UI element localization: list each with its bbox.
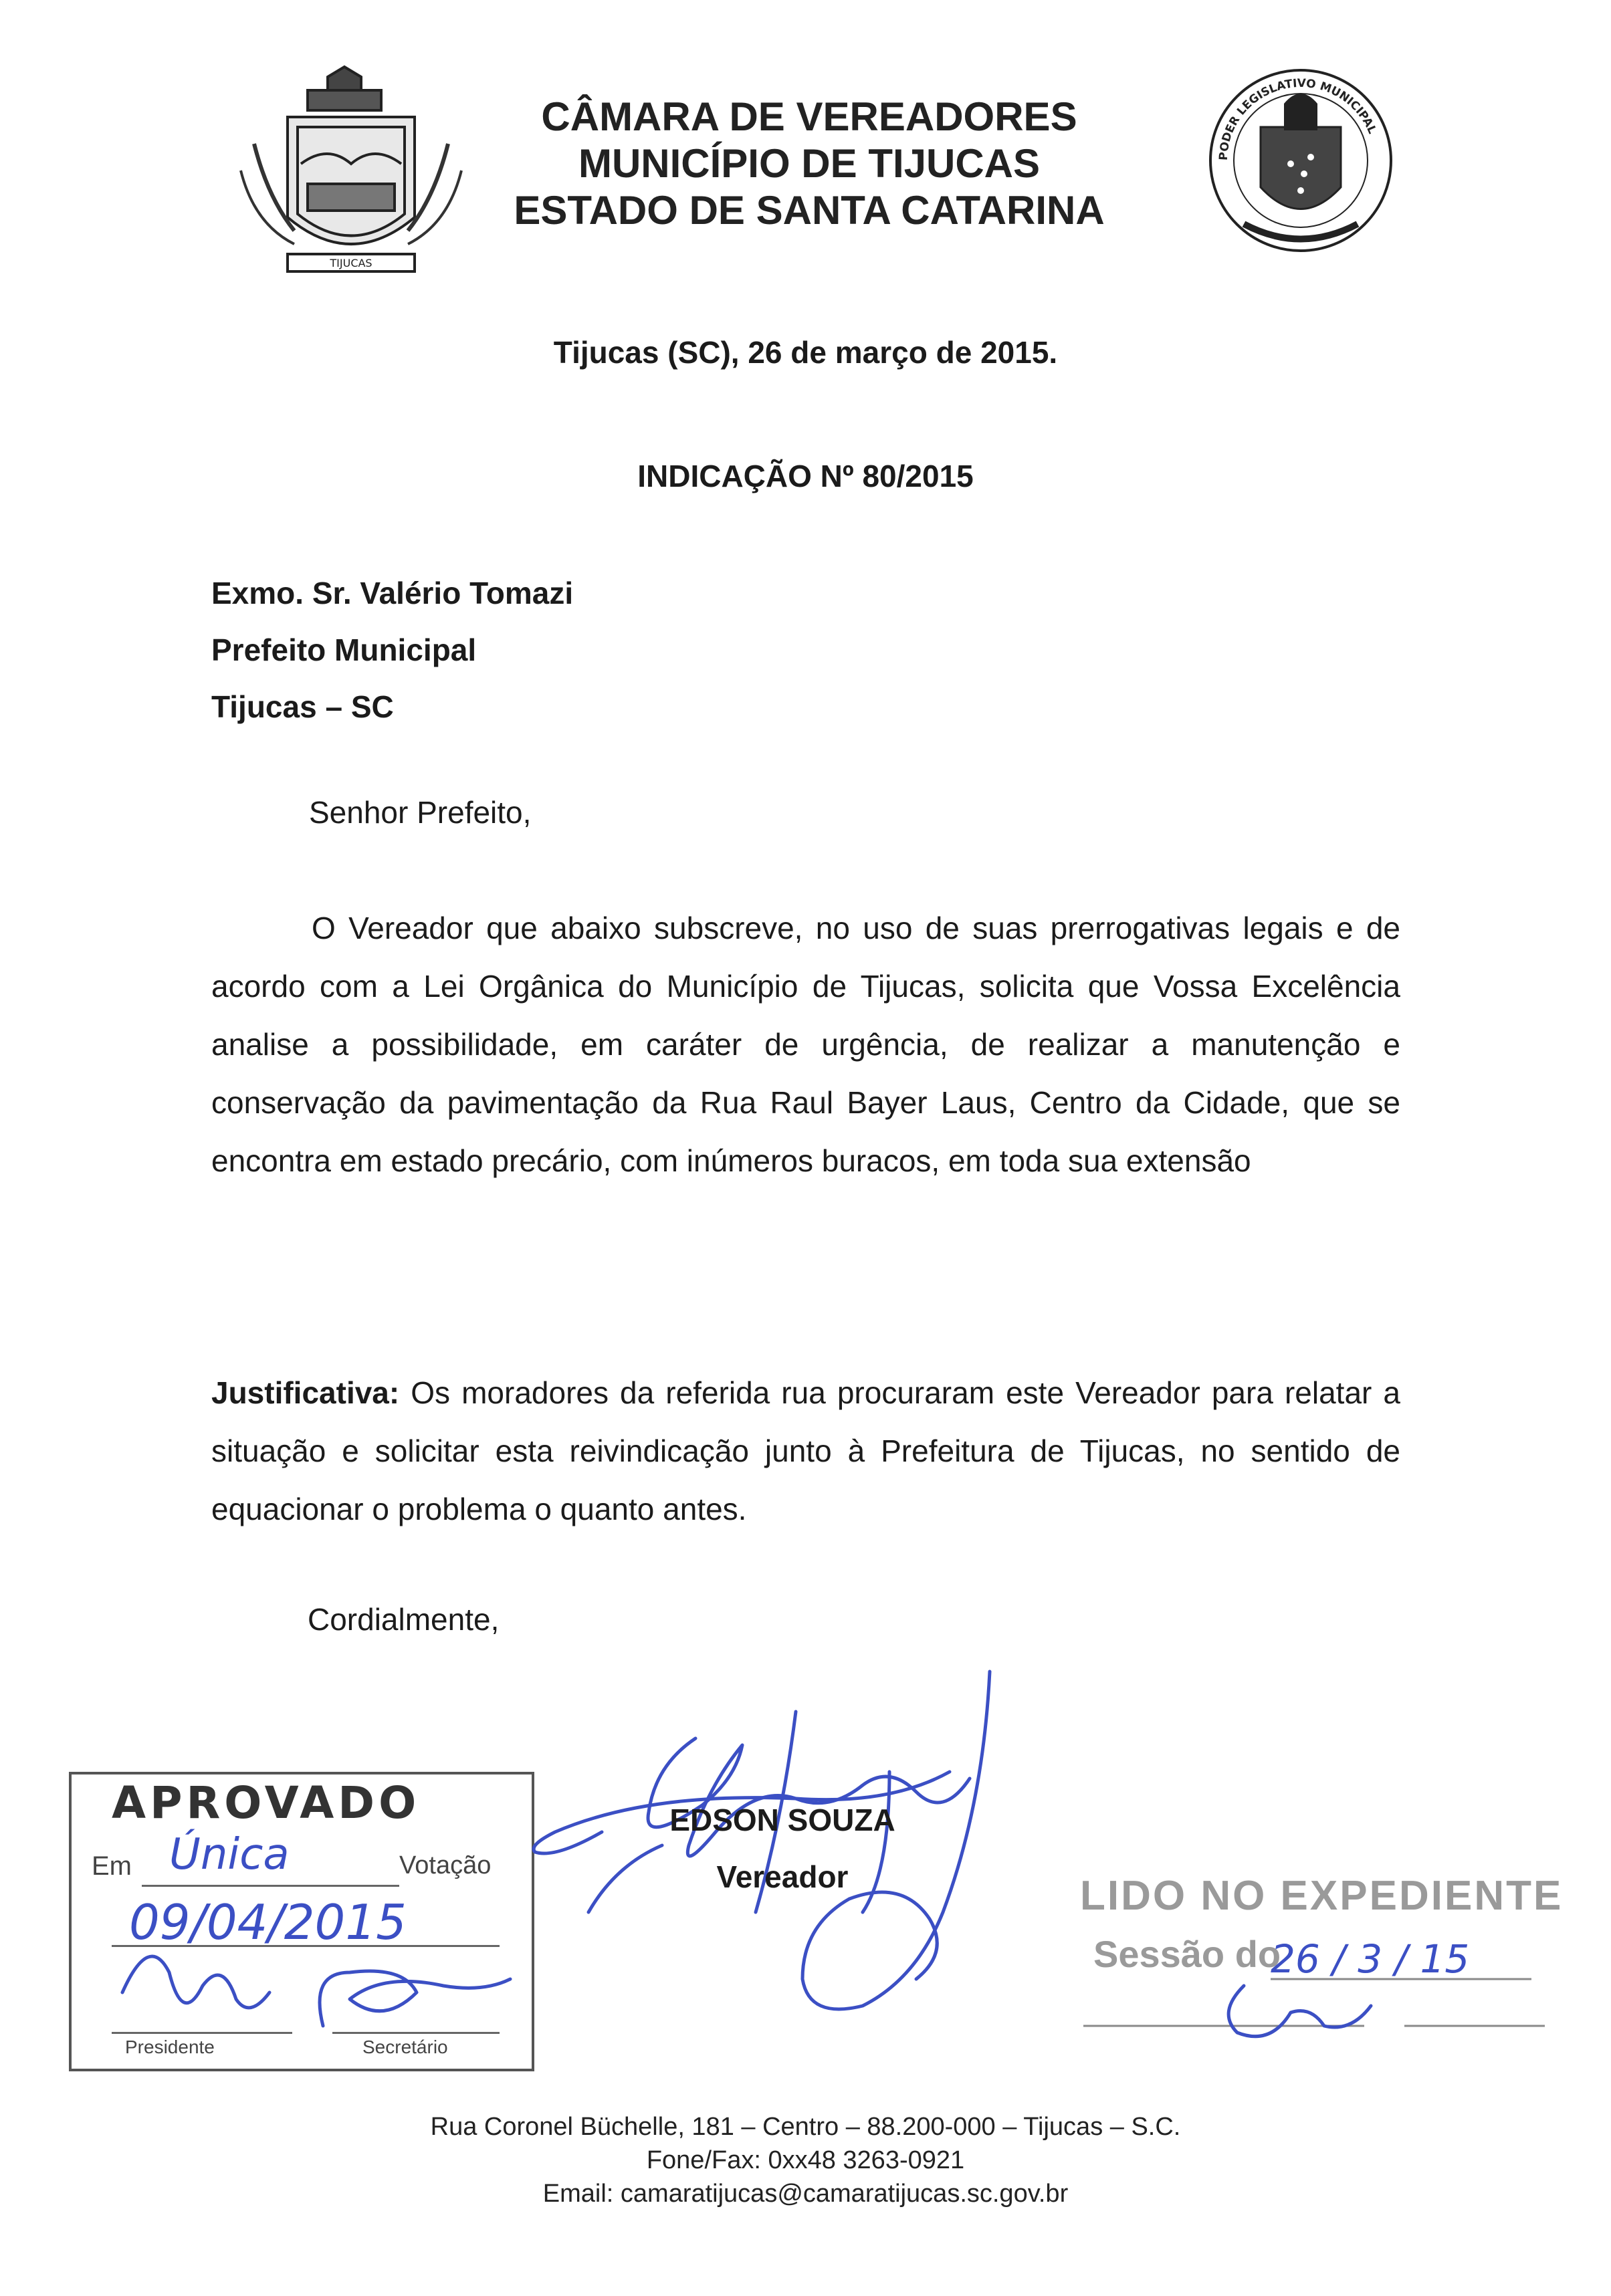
letterhead-line-3: ESTADO DE SANTA CATARINA	[514, 188, 1105, 233]
document-number: INDICAÇÃO Nº 80/2015	[637, 459, 974, 493]
read-stamp-title: LIDO NO EXPEDIENTE	[1080, 1873, 1564, 1919]
approval-secretario-label: Secretário	[362, 2037, 448, 2057]
read-stamp-details	[1070, 1912, 1551, 2066]
justification-paragraph	[211, 1364, 1400, 1538]
approval-presidente-label: Presidente	[125, 2037, 215, 2057]
document-date: Tijucas (SC), 26 de março de 2015.	[553, 335, 1058, 370]
read-stamp-date-value: 26 / 3 / 15	[1271, 1936, 1470, 1982]
coat-banner-text: TIJUCAS	[330, 257, 372, 269]
approval-stamp-title: APROVADO	[112, 1777, 421, 1829]
read-stamp-session-label: Sessão do	[1093, 1933, 1281, 1975]
presidente-signature	[122, 1956, 270, 2008]
approval-em-label: Em	[92, 1851, 132, 1881]
footer-phone: Fone/Fax: 0xx48 3263-0921	[646, 2146, 965, 2174]
approval-date-value: 09/04/2015	[129, 1894, 407, 1950]
salutation: Senhor Prefeito,	[309, 795, 532, 830]
letterhead-title	[348, 94, 1271, 234]
addressee-name: Exmo. Sr. Valério Tomazi	[211, 576, 574, 610]
signatory-role: Vereador	[716, 1859, 849, 1894]
secretario-signature	[320, 1971, 510, 2026]
footer-address: Rua Coronel Büchelle, 181 – Centro – 88.200-000 – Tijucas – S.C.	[430, 2113, 1181, 2141]
seal-ring-text: PODER LEGISLATIVO MUNICIPAL	[1216, 76, 1379, 161]
addressee-title: Prefeito Municipal	[211, 633, 477, 667]
letterhead-line-2: MUNICÍPIO DE TIJUCAS	[578, 141, 1041, 186]
letterhead-line-1: CÂMARA DE VEREADORES	[541, 94, 1077, 139]
footer-email: Email: camaratijucas@camaratijucas.sc.gov.br	[542, 2180, 1069, 2208]
approval-em-value: Única	[169, 1830, 290, 1879]
justification-label: Justificativa:	[211, 1375, 400, 1410]
signatory-name: EDSON SOUZA	[669, 1803, 895, 1837]
body-text: O Vereador que abaixo subscreve, no uso de suas prerrogativas legais e de acordo com a Lei Orgânica do Município de Tijucas, solicita que Vossa Excelência analise a possibilidade, em caráter de urgência, de realizar a manutenção e conservação da pavimentação da Rua Raul Bayer Laus, Centro da Cidade, que se encontra em estado precário, com inúmeros buracos, em toda sua extensão	[211, 911, 1400, 1178]
legislative-seal	[1204, 64, 1398, 257]
addressee-place: Tijucas – SC	[211, 689, 394, 724]
approval-votacao-label: Votação	[399, 1851, 492, 1879]
body-paragraph	[211, 899, 1400, 1190]
justification-text: Os moradores da referida rua procuraram este Vereador para relatar a situação e solicitar esta reivindicação junto à Prefeitura de Tijucas, no sentido de equacionar o problema o quanto antes.	[211, 1375, 1400, 1526]
read-stamp-signature	[1228, 1986, 1371, 2037]
approval-handwriting	[69, 1772, 537, 2073]
closing: Cordialmente,	[308, 1602, 500, 1637]
